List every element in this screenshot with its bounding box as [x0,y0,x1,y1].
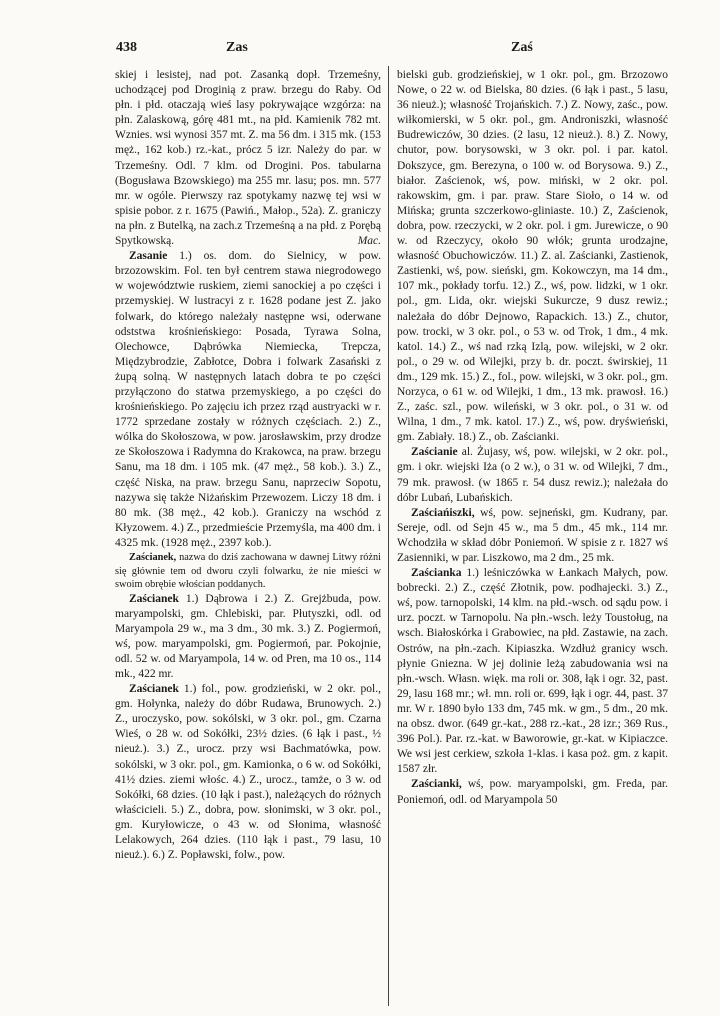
entry-text: skiej i lesistej, nad pot. Zasanką dopł. Trzemeśny, uchodzącej pod Droginią z praw. brzegu do Raby. Od płn. i płd. otaczają wieś lasy pokrywające wzgórza: na płn. Zalaskową, górę 481 mt., na płd. Kamienik 782 mt. Wznies. wsi wynosi 357 mt. Z. ma 56 dm. i 315 mk. (153 męż., 162 kob.) rz.-kat., prócz 5 izr. Należy do par. w Trzemeśny. Odl. 7 klm. od Drogini. Pos. tabularna (Bogusława Bzowskiego) ma 255 mr. lasu; pos. mn. 577 mr. w ogóle. Pierwszy raz spotykamy nazwę tej wsi w spisie pobor. z r. 1675 (Pawiń., Małop., 52a). Z. graniczy na płn. z Butelką, na zach.z Trzemeśną a na płd. z Porębą Spytkowską. [115,69,381,248]
dictionary-entry [115,249,381,551]
entry-text: 1.) leśniczówka w Łankach Małych, pow. bobrecki. 2.) Z., część Złotnik, pow. podhajecki. 3.) Z., wś, pow. tarnopolski, 14 klm. na płd.-wsch. od sądu pow. i urz. poczt. w Tarnopolu. Na płn.-wsch. leży Toustoług, na wsch. Białoskórka i Grabowiec, na płd. Zastawie, na zach. Ostrów, na płn.-zach. Kipiaszka. Wzdłuż granicy wsch. płynie Gniezna. W jej dolinie leżą zabudowania wsi na płn.-wsch. Własn. więk. ma roli or. 308, łąk i ogr. 32, past. 29, lasu 168 mr.; wł. mn. roli or. 699, łąk i ogr. 44, past. 37 mr. W r. 1890 było 133 dm, 745 mk. w gm., 5 dm., 20 mk. na obsz. dwor. (649 gr.-kat., 288 rz.-kat., 28 izr.; 369 Rus., 396 Pol.). Par. rz.-kat. w Baworowie, gr.-kat. w Kipiaczce. We wsi jest cerkiew, szkoła 1-klas. i kasa poż. gm. z kapit. 1587 złr. [397,567,668,776]
entry-headword: Zaścianki, [411,778,462,791]
entry-text: wś, pow. maryampolski, gm. Freda, par. Poniemoń, odl. od Maryampola 50 [397,778,668,806]
entry-headword: Zasanie [129,250,168,263]
entry-text: wś, pow. sejneński, gm. Kudrany, par. Sereje, odl. od Sejn 45 w., ma 5 dm., 45 mk., 114 mr. Wchodziła w skład dóbr Poniemoń. W spisie z r. 1827 wś Zasienniki, w par. Liszkowo, ma 2 dm., 25 mk. [397,506,668,564]
dictionary-entry [397,566,668,777]
right-running-head: Zaś [511,40,533,55]
entry-text: 1.) fol., pow. grodzieński, w 2 okr. pol., gm. Hołynka, należy do dóbr Rudawa, Brunowych. 2.) Z., uroczysko, pow. sokólski, w 3 okr. pol., gm. Czarna Wieś, o 28 w. od Sokółki, 23½ dzies. (6 łąk i past., ½ nieuż.). 3.) Z., urocz. przy wsi Bachmatówka, pow. sokólski, w 3 okr. pol., gm. Kamionka, o 6 w. od Sokółki, 41½ dzies. ziemi włośc. 4.) Z., urocz., tamże, o 3 w. od Sokółki, 68 dzies. (10 łąk i past.), należących do różnych właścicieli. 5.) Z., dobra, pow. słonimski, w 3 okr. pol., gm. Kuryłowicze, o 43 w. od Słonima, własność Lelakowych, 264 dzies. (110 łąk i past., 79 lasu, 10 nieuż.). 6.) Z. Popławski, folw., pow. [115,683,381,862]
dictionary-entry [115,682,381,863]
entry-headword: Zaścianek, [129,552,177,563]
dictionary-entry [397,68,668,445]
entry-text: 1.) Dąbrowa i 2.) Z. Grejżbuda, pow. maryampolski, gm. Chlebiski, par. Płutyszki, odl. od Maryampola 29 w., ma 3 dm., 30 mk. 3.) Z. Pogiermoń, wś, pow. maryampolski, gm. Pogiermoń, par. Pokojnie, odl. 52 w. od Maryampola, 14 w. od Pren, ma 10 os., 114 mk., 422 mr. [115,592,381,680]
dictionary-entry [115,551,381,592]
dictionary-entry [115,68,381,249]
page-number: 438 [116,40,137,55]
column-divider [388,66,389,1006]
left-running-head: Zas [226,40,248,55]
entry-text: 1.) os. dom. do Sielnicy, w pow. brzozowskim. Fol. ten był centrem stawa niegrodowego w województwie ruskiem, ziemi sanockiej a po części i przemyskiej. W lustracyi z r. 1628 podane jest Z. jako folwark, do którego należały następne wsi, oderwane odststwa krośnieńskiego: Posada, Tyrawa Solna, Olechowce, Dąbrówka Niemiecka, Trepcza, Międzybrodzie, Zabłotce, Dobra i folwark Zasański z żupą solną. W następnych latach dobra te po części przyłączono do statwa przemyskiego, a po części do krośnieńskiego. Po zajęciu ich przez rząd austryacki w r. 1772 sprzedane zostały w różnych częściach. 2.) Z., wólka do Skołoszowa, w pow. jarosławskim, przy drodze ze Skołoszowa i Radymna do Krakowca, na praw. brzegu Sanu, ma 18 dm. i 105 mk. (47 męż., 58 kob.). 3.) Z., część Niska, na praw. brzegu Sanu, naprzeciw Sopotu, nazywa się także Niżańskim Przewozem. Liczy 18 dm. i 80 mk. (38 męż., 42 kob.). Graniczy na wschód z Kłyzowem. 4.) Z., przedmieście Przemyśla, ma 400 dm. i 4325 mk. (1928 męż., 2397 kob.). [115,250,381,549]
dictionary-entry [397,506,668,566]
right-column [397,68,668,1004]
left-column [115,68,381,1004]
page-header [86,40,666,62]
dictionary-entry [397,445,668,505]
entry-headword: Zaścianie [411,446,458,459]
author-signature: Mac. [357,235,381,248]
entry-headword: Zaścianek [129,683,179,696]
dictionary-entry [115,592,381,683]
entry-text: nazwa do dziś zachowana w dawnej Litwy różni się głównie tem od dworu czyli folwarku, że nie mieści w swoim obrębie włościan poddanych. [115,552,381,590]
entry-text: bielski gub. grodzieńskiej, w 1 okr. pol., gm. Brzozowo Nowe, o 22 w. od Bielska, 80 dzies. (6 łąk i past., 5 lasu, 36 nieuż.); własność Trojańskich. 7.) Z. Nowy, zaśc., pow. wiłkomierski, w 5 okr. pol., gm. Androniszki, własność Budrewiczów, 30 dzies. (2 lasu, 12 nieuż.). 8.) Z. Nowy, chutor, pow. borysowski, w 3 okr. pol. i par. katol. Dokszyce, gm. Berezyna, o 100 w. od Borysowa. 9.) Z., białor. Zaścienok, wś, pow. miński, w 2 okr. pol. rakowskim, gm. i par. praw. Stare Sioło, o 14 w. od Mińska; grunta szczerkowo-gliniaste. 10.) Z, Zaścienok, dobra, pow. rzeczycki, w 2 okr. pol. i gm. Jurewicze, o 90 w. od Rzeczycy, około 90 włók; grunta urodzajne, własność Obuchowiczów. 11.) Z. al. Zaścianki, Zastienok, Zastienki, wś, pow. sieński, gm. Kokowczyn, ma 14 dm., 107 mk., pokłady torfu. 12.) Z., wś, pow. lidzki, w 1 okr. pol., gm. Lida, okr. wiejski Sukurcze, 9 dusz rewiz.; należała do dóbr Dejnowo, Rapackich. 13.) Z., chutor, pow. trocki, w 3 okr. pol., o 53 w. od Trok, 1 dm., 4 mk. katol. 14.) Z., wś nad rzką Izlą, pow. wilejski, w 2 okr. pol., o 29 w. od Wilejki, przy b. dr. poczt. świrskiej, 11 dm., 129 mk. 15.) Z., fol., pow. wilejski, w 3 okr. pol., gm. Norzyca, o 61 w. od Wilejki, 1 dm., 13 mk. prawosł. 16.) Z., zaśc. szl., pow. wileński, w 3 okr. pol., o 31 w. od Wilna, 1 dm., 7 mk. katol. 17.) Z., wś, pow. dryświeński, gm. Zabiały. 18.) Z., ob. Zaścianki. [397,69,668,444]
entry-headword: Zaścianka [411,567,462,580]
dictionary-entry [397,777,668,807]
entry-text: al. Żujasy, wś, pow. wilejski, w 2 okr. pol., gm. i okr. wiejski Iża (o 2 w.), o 31 w. od Wilejki, 7 dm., 79 mk. prawosł. (w 1865 r. 54 dusz rewiz.); należała do dóbr Lubań, Lubańskich. [397,446,668,504]
entry-headword: Zaściańiszki, [411,506,475,519]
entry-headword: Zaścianek [129,592,179,605]
